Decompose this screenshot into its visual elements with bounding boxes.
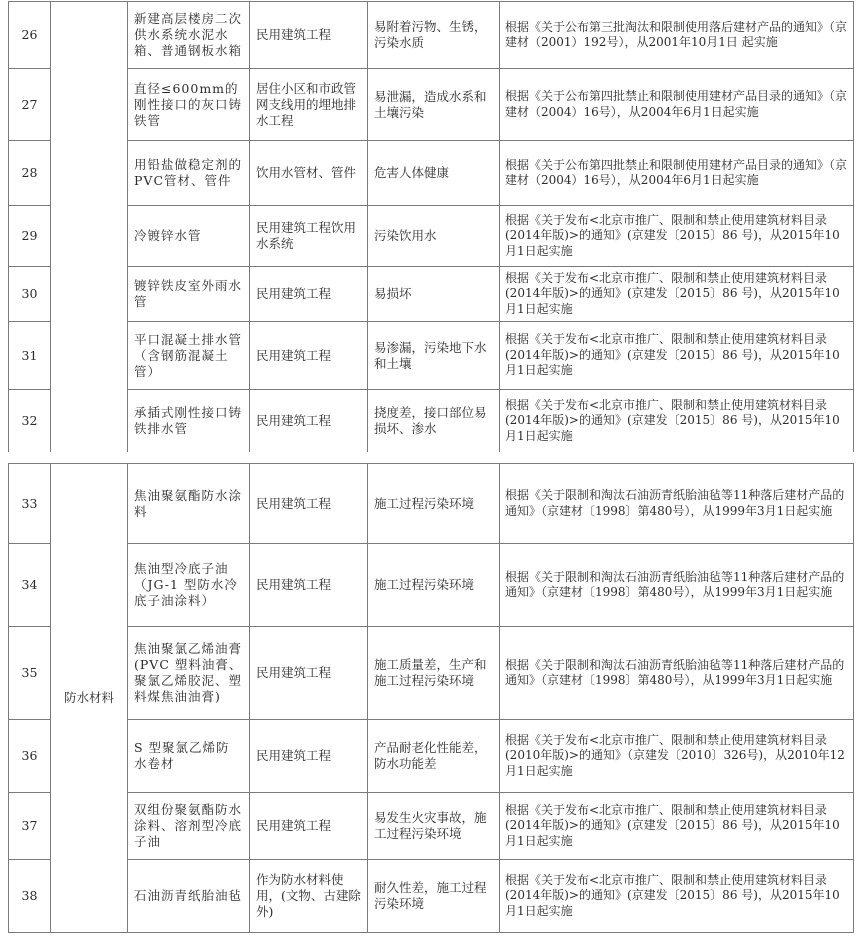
row-number: 35	[9, 627, 51, 720]
table-row	[9, 860, 854, 933]
legal-basis: 根据《关于公布第四批禁止和限制使用建材产品目录的通知》（京建材（2004）16号），从2004年6月1日起实施	[500, 69, 854, 141]
ban-reason: 施工质量差，生产和施工过程污染环境	[368, 627, 500, 720]
row-number: 28	[9, 141, 51, 206]
legal-basis: 根据《关于发布<北京市推广、限制和禁止使用建筑材料目录(2014年版)>的通知》(京建发〔2015〕86 号)，从2015年10月1日起实施	[500, 860, 854, 933]
section-gap	[0, 452, 860, 462]
product-name: 新建高层楼房二次供水系统水泥水箱、普通钢板水箱	[128, 2, 250, 69]
legal-basis: 根据《关于发布<北京市推广、限制和禁止使用建筑材料目录(2014年版)>的通知》(京建发〔2015〕86 号)，从2015年10月1日起实施	[500, 206, 854, 267]
row-number: 31	[9, 322, 51, 390]
legal-basis: 根据《关于限制和淘汰石油沥青纸胎油毡等11种落后建材产品的通知》（京建材〔1998〕第480号），从1999年3月1日起实施	[500, 627, 854, 720]
product-name: 焦油聚氨酯防水涂料	[128, 464, 250, 544]
table-row	[9, 267, 854, 322]
row-number: 30	[9, 267, 51, 322]
table-row	[9, 793, 854, 860]
ban-reason: 产品耐老化性能差，防水功能差	[368, 720, 500, 793]
table-row	[9, 627, 854, 720]
ban-reason: 危害人体健康	[368, 141, 500, 206]
table-row	[9, 390, 854, 453]
ban-reason: 施工过程污染环境	[368, 464, 500, 544]
legal-basis: 根据《关于发布<北京市推广、限制和禁止使用建筑材料目录(2014年版)>的通知》(京建发〔2015〕86 号)，从2015年10月1日起实施	[500, 793, 854, 860]
legal-basis: 根据《关于发布<北京市推广、限制和禁止使用建筑材料目录(2014年版)>的通知》(京建发〔2015〕86 号)，从2015年10月1日起实施	[500, 267, 854, 322]
row-number: 37	[9, 793, 51, 860]
usage-scope: 作为防水材料使用，(文物、古建除外)	[250, 860, 368, 933]
table-row	[9, 141, 854, 206]
legal-basis: 根据《关于公布第四批禁止和限制使用建材产品目录的通知》（京建材（2004）16号），从2004年6月1日起实施	[500, 141, 854, 206]
usage-scope: 民用建筑工程饮用水系统	[250, 206, 368, 267]
row-number: 32	[9, 390, 51, 453]
usage-scope: 民用建筑工程	[250, 2, 368, 69]
row-number: 29	[9, 206, 51, 267]
table-row	[9, 464, 854, 544]
product-name: 平口混凝土排水管（含钢筋混凝土管）	[128, 322, 250, 390]
product-name: S 型聚氯乙烯防水卷材	[128, 720, 250, 793]
table-row	[9, 322, 854, 390]
table-row	[9, 720, 854, 793]
table-row	[9, 2, 854, 69]
ban-reason: 易发生火灾事故，施工过程污染环境	[368, 793, 500, 860]
product-name: 承插式刚性接口铸铁排水管	[128, 390, 250, 453]
usage-scope: 民用建筑工程	[250, 322, 368, 390]
product-name: 焦油型冷底子油（JG-1 型防水冷底子油涂料）	[128, 544, 250, 627]
table-row	[9, 206, 854, 267]
product-name: 用铅盐做稳定剂的PVC管材、管件	[128, 141, 250, 206]
ban-reason: 耐久性差，施工过程污染环境	[368, 860, 500, 933]
product-name: 双组份聚氨酯防水涂料、溶剂型冷底子油	[128, 793, 250, 860]
ban-reason: 易渗漏，污染地下水和土壤	[368, 322, 500, 390]
legal-basis: 根据《关于限制和淘汰石油沥青纸胎油毡等11种落后建材产品的通知》（京建材〔1998〕第480号），从1999年3月1日起实施	[500, 544, 854, 627]
usage-scope: 民用建筑工程	[250, 544, 368, 627]
product-name: 石油沥青纸胎油毡	[128, 860, 250, 933]
legal-basis: 根据《关于公布第三批淘汰和限制使用落后建材产品的通知》（京建材（2001）192号），从2001年10月1日 起实施	[500, 2, 854, 69]
table-row	[9, 544, 854, 627]
product-name: 冷镀锌水管	[128, 206, 250, 267]
row-number: 34	[9, 544, 51, 627]
legal-basis: 根据《关于发布<北京市推广、限制和禁止使用建筑材料目录(2014年版)>的通知》(京建发〔2015〕86 号)，从2015年10月1日起实施	[500, 322, 854, 390]
ban-reason: 易损坏	[368, 267, 500, 322]
usage-scope: 民用建筑工程	[250, 464, 368, 544]
row-number: 27	[9, 69, 51, 141]
usage-scope: 民用建筑工程	[250, 720, 368, 793]
materials-table-upper	[8, 1, 854, 453]
usage-scope: 民用建筑工程	[250, 267, 368, 322]
product-name: 焦油聚氯乙烯油膏(PVC 塑料油膏、聚氯乙烯胶泥、塑料煤焦油油膏)	[128, 627, 250, 720]
ban-reason: 污染饮用水	[368, 206, 500, 267]
category-cell: 防水材料	[51, 464, 128, 933]
product-name: 直径≤600mm的刚性接口的灰口铸铁管	[128, 69, 250, 141]
table-row	[9, 69, 854, 141]
materials-table-waterproofing	[8, 463, 854, 933]
row-number: 38	[9, 860, 51, 933]
legal-basis: 根据《关于限制和淘汰石油沥青纸胎油毡等11种落后建材产品的通知》（京建材〔1998〕第480号），从1999年3月1日起实施	[500, 464, 854, 544]
ban-reason: 施工过程污染环境	[368, 544, 500, 627]
usage-scope: 民用建筑工程	[250, 627, 368, 720]
ban-reason: 易泄漏，造成水系和土壤污染	[368, 69, 500, 141]
row-number: 36	[9, 720, 51, 793]
legal-basis: 根据《关于发布<北京市推广、限制和禁止使用建筑材料目录(2014年版)>的通知》(京建发〔2015〕86 号)，从2015年10月1日起实施	[500, 390, 854, 453]
usage-scope: 民用建筑工程	[250, 390, 368, 453]
row-number: 33	[9, 464, 51, 544]
product-name: 镀锌铁皮室外雨水管	[128, 267, 250, 322]
usage-scope: 民用建筑工程	[250, 793, 368, 860]
row-number: 26	[9, 2, 51, 69]
ban-reason: 挠度差，接口部位易损坏、渗水	[368, 390, 500, 453]
category-cell	[51, 2, 128, 453]
usage-scope: 饮用水管材、管件	[250, 141, 368, 206]
ban-reason: 易附着污物、生锈，污染水质	[368, 2, 500, 69]
usage-scope: 居住小区和市政管网支线用的埋地排水工程	[250, 69, 368, 141]
legal-basis: 根据《关于发布<北京市推广、限制和禁止使用建筑材料目录(2010年版)>的通知》（京建发〔2010〕326号)，从2010年12月1日起实施	[500, 720, 854, 793]
